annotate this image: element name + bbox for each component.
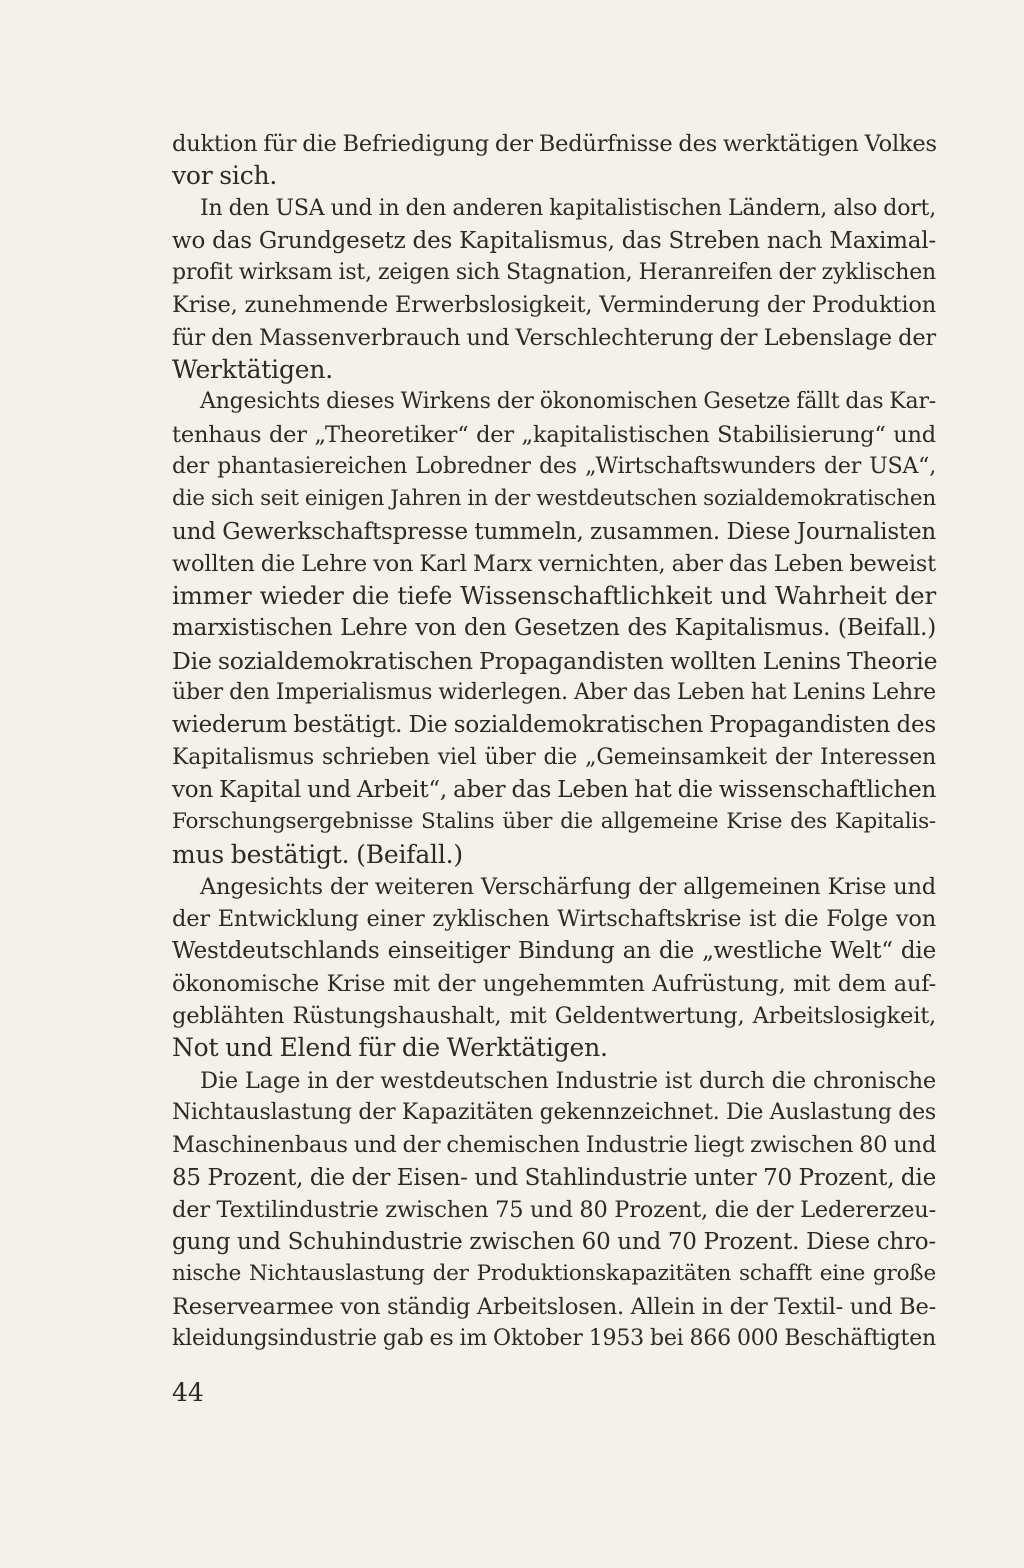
text-line: tenhaus der „Theoretiker“ der „kapitalistischen Stabilisierung“ und: [172, 421, 936, 448]
text-line: über den Imperialismus widerlegen. Aber das Leben hat Lenins Lehre: [172, 680, 936, 706]
text-line: von Kapital und Arbeit“, aber das Leben hat die wissenschaftlichen: [172, 776, 937, 803]
text-line: Forschungsergebnisse Stalins über die allgemeine Krise des Kapitalis-: [172, 809, 936, 835]
text-line: Angesichts der weiteren Verschärfung der allgemeinen Krise und: [200, 873, 936, 900]
text-line: Werktätigen.: [172, 355, 333, 385]
text-line: der Textilindustrie zwischen 75 und 80 Prozent, die der Ledererzeu-: [172, 1196, 936, 1223]
text-line: der phantasiereichen Lobredner des „Wirtschaftswunders der USA“,: [172, 453, 936, 479]
text-line: nische Nichtauslastung der Produktionskapazitäten schafft eine große: [172, 1261, 936, 1287]
paragraph-5: [172, 1065, 936, 1356]
text-line: Westdeutschlands einseitiger Bindung an die „westliche Welt“ die: [172, 938, 936, 965]
page-number: 44: [172, 1378, 204, 1407]
text-line: 85 Prozent, die der Eisen- und Stahlindustrie unter 70 Prozent, die: [172, 1164, 936, 1191]
text-line: profit wirksam ist, zeigen sich Stagnation, Heranreifen der zyklischen: [172, 260, 936, 286]
text-line: Krise, zunehmende Erwerbslosigkeit, Verminderung der Produktion: [172, 292, 936, 319]
text-line: der Entwicklung einer zyklischen Wirtschaftskrise ist die Folge von: [172, 906, 936, 933]
text-line: Not und Elend für die Werktätigen.: [172, 1033, 608, 1063]
text-line: immer wieder die tiefe Wissenschaftlichkeit und Wahrheit der: [172, 581, 936, 611]
text-line: mus bestätigt. (Beifall.): [172, 839, 463, 869]
text-line: wollten die Lehre von Karl Marx vernichten, aber das Leben beweist: [172, 550, 936, 577]
text-line: kleidungsindustrie gab es im Oktober 1953 bei 866 000 Beschäftigten: [172, 1325, 936, 1351]
text-line: Reservearmee von ständig Arbeitslosen. Allein in der Textil- und Be-: [172, 1293, 936, 1320]
paragraph-4: [172, 871, 936, 1065]
text-line: In den USA und in den anderen kapitalistischen Ländern, also dort,: [200, 195, 936, 221]
paragraph-1: [172, 128, 936, 193]
text-line: Die Lage in der westdeutschen Industrie ist durch die chronische: [200, 1067, 936, 1094]
text-line: vor sich.: [172, 161, 278, 191]
text-line: Angesichts dieses Wirkens der ökonomischen Gesetze fällt das Kar-: [200, 389, 936, 415]
text-line: ökonomische Krise mit der ungehemmten Aufrüstung, mit dem auf-: [172, 970, 936, 997]
text-line: für den Massenverbrauch und Verschlechterung der Lebenslage der: [172, 324, 936, 351]
text-line: wo das Grundgesetz des Kapitalismus, das Streben nach Maximal-: [172, 227, 936, 254]
paragraph-3: [172, 386, 936, 870]
text-line: geblähten Rüstungshaushalt, mit Geldentwertung, Arbeitslosigkeit,: [172, 1003, 936, 1030]
text-line: Nichtauslastung der Kapazitäten gekennzeichnet. Die Auslastung des: [172, 1099, 936, 1125]
text-line: gung und Schuhindustrie zwischen 60 und 70 Prozent. Diese chro-: [172, 1229, 936, 1256]
text-line: duktion für die Befriedigung der Bedürfnisse des werktätigen Volkes: [172, 131, 937, 157]
text-line: Die sozialdemokratischen Propagandisten wollten Lenins Theorie: [172, 646, 938, 675]
text-line: Kapitalismus schrieben viel über die „Gemeinsamkeit der Interessen: [172, 744, 936, 770]
text-line: Maschinenbaus und der chemischen Industrie liegt zwischen 80 und: [172, 1132, 937, 1159]
text-line: marxistischen Lehre von den Gesetzen des Kapitalismus. (Beifall.): [172, 615, 936, 642]
paragraph-2: [172, 193, 936, 387]
page-body: [172, 128, 936, 1355]
text-line: und Gewerkschaftspresse tummeln, zusammen. Diese Journalisten: [172, 518, 936, 545]
text-line: wiederum bestätigt. Die sozialdemokratischen Propagandisten des: [172, 712, 936, 739]
text-line: die sich seit einigen Jahren in der westdeutschen sozialdemokratischen: [172, 486, 936, 512]
